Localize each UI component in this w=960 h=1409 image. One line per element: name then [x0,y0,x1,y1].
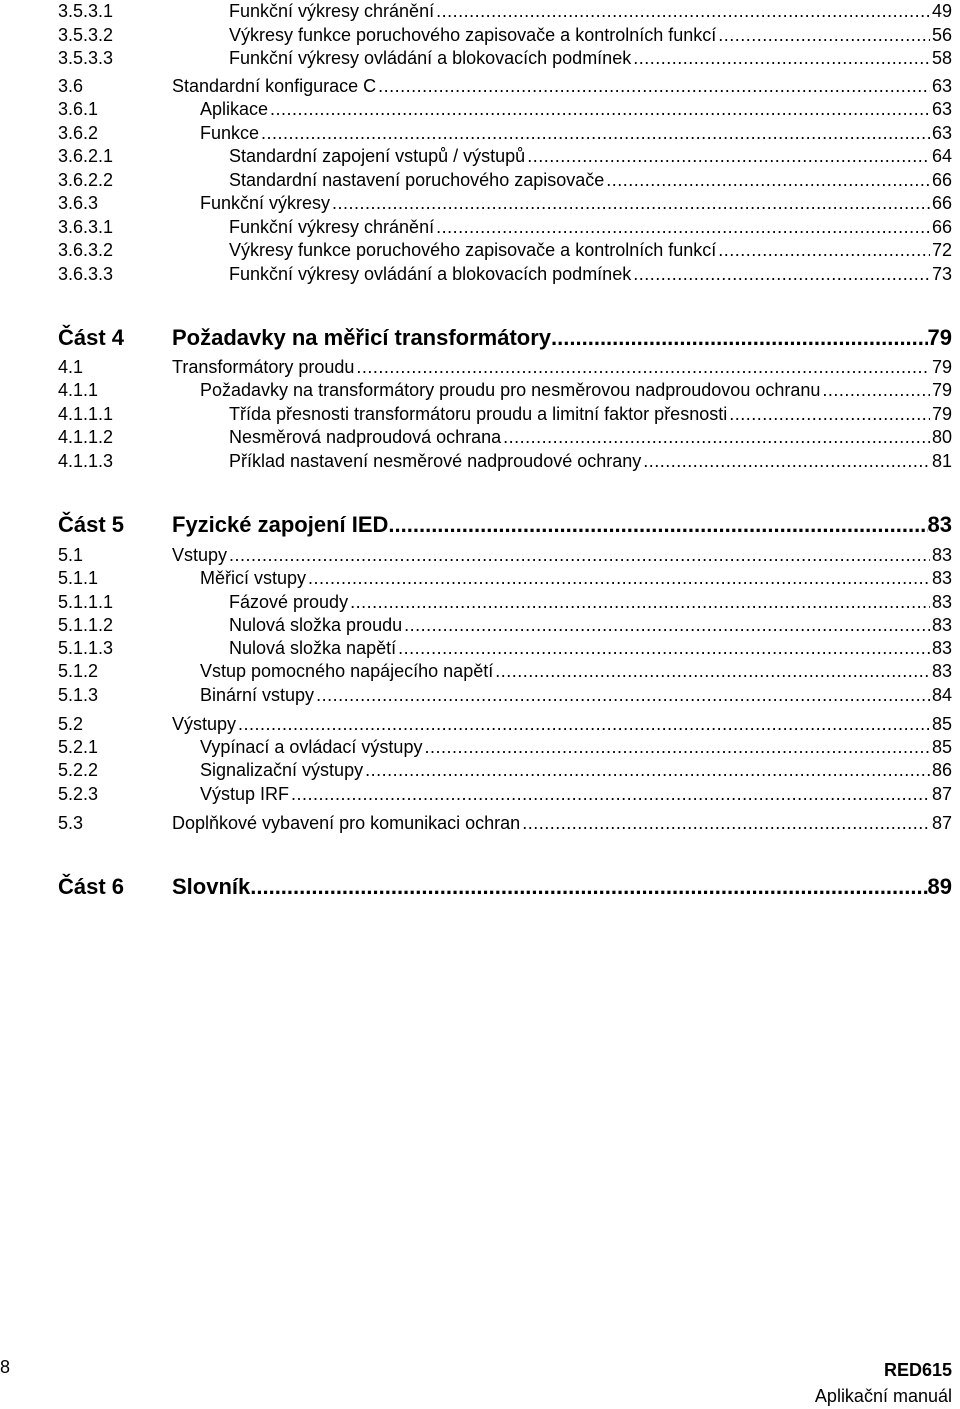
toc-entry-title[interactable]: Výstup IRF [200,784,290,804]
toc-entry-number: 3.6.2 [58,123,99,143]
toc-entry-number: Část 4 [58,325,125,350]
toc-entry-number: 5.1 [58,545,84,565]
toc-entry-page[interactable]: 84 [931,685,952,705]
toc-entry-page[interactable]: 63 [931,99,952,119]
toc-leader-dots [495,660,930,682]
toc-entry-title[interactable]: Aplikace [200,99,269,119]
toc-entry-title[interactable]: Standardní zapojení vstupů / výstupů [229,146,526,166]
toc-entry-title-line [229,47,952,69]
toc-entry-title-line [172,873,952,901]
toc-entry-number: 3.5.3.3 [58,48,114,68]
toc-entry-number: 4.1.1 [58,380,99,400]
toc-entry-number: 5.1.1.2 [58,615,114,635]
toc-entry[interactable] [0,736,960,760]
toc-leader-dots [238,713,930,735]
toc-entry-title-line [172,544,952,566]
toc-entry-number: Část 5 [58,512,125,537]
toc-entry[interactable] [0,216,960,240]
toc-entry-title-line [229,591,952,613]
toc-entry-number: 5.2.1 [58,737,99,757]
toc-leader-dots [398,637,930,659]
toc-leader-dots [308,567,930,589]
toc-entry-number: 3.5.3.1 [58,1,114,21]
toc-entry-page[interactable]: 86 [931,760,952,780]
toc-leader-dots [718,24,930,46]
toc-part-heading[interactable] [0,324,960,354]
toc-entry[interactable] [0,684,960,708]
toc-entry-title-line [229,239,952,261]
toc-entry-title-line [229,263,952,285]
toc-entry-page[interactable]: 85 [931,737,952,757]
footer-manual-name: Aplikační manuál [814,1386,952,1406]
toc-leader-dots [436,216,930,238]
toc-entry-number: 5.1.1.1 [58,592,114,612]
toc-entry[interactable] [0,379,960,403]
toc-leader-dots [404,614,930,636]
toc-entry-title[interactable]: Nulová složka proudu [229,615,403,635]
toc-entry-page[interactable]: 83 [931,545,952,565]
toc-entry-title-line [229,145,952,167]
toc-entry-number: 5.1.3 [58,685,99,705]
toc-entry-page[interactable]: 80 [931,427,952,447]
toc-entry-number: 4.1.1.3 [58,451,114,471]
toc-entry-page[interactable]: 83 [931,592,952,612]
toc-entry-title[interactable]: Výstupy [172,714,237,734]
toc-entry-title[interactable]: Příklad nastavení nesměrové nadproudové ochrany [229,451,642,471]
toc-leader-dots [291,783,930,805]
toc-entry-title-line [200,379,952,401]
toc-entry[interactable] [0,567,960,591]
toc-entry-title-line [229,24,952,46]
toc-entry-page[interactable]: 79 [931,380,952,400]
toc-entry-title[interactable]: Funkční výkresy ovládání a blokovacích podmínek [229,48,632,68]
toc-entry[interactable] [0,356,960,380]
toc-entry[interactable] [0,614,960,638]
toc-entry-title[interactable]: Požadavky na měřicí transformátory [172,325,552,350]
toc-entry-title[interactable]: Třída přesnosti transformátoru proudu a limitní faktor přesnosti [229,404,728,424]
toc-entry-title[interactable]: Funkce [200,123,260,143]
toc-entry-title-line [200,783,952,805]
toc-entry-title-line [229,426,952,448]
toc-entry-title-line [229,403,952,425]
toc-entry-title[interactable]: Transformátory proudu [172,357,355,377]
toc-entry-page[interactable]: 63 [931,76,952,96]
toc-entry-title[interactable]: Standardní nastavení poruchového zapisovače [229,170,605,190]
toc-entry-number: 3.5.3.2 [58,25,114,45]
toc-leader-dots [365,759,930,781]
toc-entry[interactable] [0,0,960,24]
footer-product-name: RED615 [883,1360,952,1380]
toc-entry[interactable] [0,47,960,71]
toc-entry-number: 5.1.2 [58,661,99,681]
toc-leader-dots [261,122,930,144]
toc-entry[interactable] [0,759,960,783]
toc-entry[interactable] [0,98,960,122]
toc-entry-page[interactable]: 79 [931,404,952,424]
toc-entry-title-line [172,75,952,97]
toc-leader-dots [551,324,927,352]
toc-leader-dots [503,426,930,448]
toc-entry[interactable] [0,544,960,568]
toc-entry-page[interactable]: 64 [931,146,952,166]
toc-entry-number: 4.1 [58,357,84,377]
toc-entry[interactable] [0,426,960,450]
toc-leader-dots [522,812,930,834]
toc-entry[interactable] [0,660,960,684]
toc-part-heading[interactable] [0,511,960,541]
toc-entry-page[interactable]: 87 [931,784,952,804]
toc-entry-title-line [200,736,952,758]
toc-entry-number: 3.6 [58,76,84,96]
toc-entry-page[interactable]: 66 [931,193,952,213]
toc-entry[interactable] [0,145,960,169]
toc-leader-dots [633,263,930,285]
toc-entry-title[interactable]: Požadavky na transformátory proudu pro nesměrovou nadproudovou ochranu [200,380,821,400]
toc-entry-number: 3.6.3.3 [58,264,114,284]
toc-part-heading[interactable] [0,873,960,903]
toc-leader-dots [250,873,927,901]
toc-entry[interactable] [0,713,960,737]
toc-entry-number: 5.1.1 [58,568,99,588]
toc-entry-title-line [200,660,952,682]
toc-entry-page[interactable]: 89 [927,874,952,899]
toc-entry[interactable] [0,192,960,216]
toc-entry-page[interactable]: 66 [931,217,952,237]
toc-entry[interactable] [0,24,960,48]
toc-entry-title[interactable]: Fázové proudy [229,592,349,612]
toc-entry-number: 4.1.1.1 [58,404,114,424]
toc-leader-dots [424,736,930,758]
toc-entry[interactable] [0,637,960,661]
toc-entry-number: 3.6.2.1 [58,146,114,166]
toc-entry-title-line [172,812,952,834]
toc-entry-title-line [200,567,952,589]
toc-leader-dots [633,47,930,69]
toc-entry[interactable] [0,75,960,99]
toc-entry-title[interactable]: Vypínací a ovládací výstupy [200,737,423,757]
toc-entry-title-line [200,98,952,120]
toc-entry-title[interactable]: Binární vstupy [200,685,315,705]
toc-entry-page[interactable]: 81 [931,451,952,471]
toc-entry[interactable] [0,169,960,193]
toc-entry-title[interactable]: Funkční výkresy chránění [229,217,435,237]
toc-entry-page[interactable]: 85 [931,714,952,734]
toc-entry-title[interactable]: Doplňkové vybavení pro komunikaci ochran [172,813,521,833]
toc-entry-title-line [172,356,952,378]
toc-entry-title-line [229,216,952,238]
toc-entry-title[interactable]: Funkční výkresy ovládání a blokovacích podmínek [229,264,632,284]
toc-entry-page[interactable]: 83 [931,661,952,681]
toc-entry-number: 5.2.3 [58,784,99,804]
toc-entry-number: 5.1.1.3 [58,638,114,658]
toc-leader-dots [378,75,930,97]
toc-entry[interactable] [0,450,960,474]
toc-entry[interactable] [0,239,960,263]
toc-entry-number: 5.2.2 [58,760,99,780]
footer-product-info [815,1357,952,1409]
toc-entry-page[interactable]: 72 [931,240,952,260]
toc-entry-title-line [229,637,952,659]
toc-entry-title[interactable]: Nesměrová nadproudová ochrana [229,427,502,447]
toc-entry-title[interactable]: Vstupy [172,545,228,565]
toc-leader-dots [350,591,930,613]
toc-entry[interactable] [0,783,960,807]
toc-leader-dots [270,98,930,120]
toc-entry-page[interactable]: 58 [931,48,952,68]
toc-leader-dots [356,356,930,378]
toc-leader-dots [643,450,930,472]
toc-entry-title[interactable]: Funkční výkresy [200,193,331,213]
toc-entry-title-line [229,169,952,191]
toc-entry-title-line [200,759,952,781]
toc-leader-dots [718,239,930,261]
toc-entry-number: 5.3 [58,813,84,833]
toc-entry[interactable] [0,812,960,836]
toc-entry-title[interactable]: Měřicí vstupy [200,568,307,588]
toc-entry-number: 5.2 [58,714,84,734]
toc-leader-dots [606,169,930,191]
toc-entry-title[interactable]: Slovník [172,874,251,899]
toc-entry-page[interactable]: 87 [931,813,952,833]
toc-entry-title[interactable]: Výkresy funkce poruchového zapisovače a kontrolních funkcí [229,240,717,260]
toc-entry-number: Část 6 [58,874,125,899]
toc-entry-title[interactable]: Funkční výkresy chránění [229,1,435,21]
toc-leader-dots [527,145,930,167]
toc-entry-title-line [229,0,952,22]
toc-leader-dots [316,684,930,706]
toc-entry-number: 3.6.3.2 [58,240,114,260]
toc-entry-title[interactable]: Standardní konfigurace C [172,76,377,96]
toc-leader-dots [729,403,930,425]
toc-leader-dots [436,0,930,22]
toc-entry-title-line [172,324,952,352]
toc-entry[interactable] [0,122,960,146]
toc-entry-title[interactable]: Signalizační výstupy [200,760,364,780]
toc-entry-number: 3.6.3.1 [58,217,114,237]
toc-entry-title-line [200,192,952,214]
toc-entry-page[interactable]: 56 [931,25,952,45]
toc-entry-page[interactable]: 79 [927,325,952,350]
toc-entry-page[interactable]: 73 [931,264,952,284]
toc-entry-number: 3.6.1 [58,99,99,119]
toc-entry-page[interactable]: 83 [931,568,952,588]
toc-entry-title-line [200,684,952,706]
toc-entry-number: 4.1.1.2 [58,427,114,447]
toc-leader-dots [332,192,930,214]
toc-entry-page[interactable]: 83 [931,638,952,658]
toc-entry-title-line [172,511,952,539]
toc-entry-page[interactable]: 63 [931,123,952,143]
toc-entry[interactable] [0,591,960,615]
toc-leader-dots [229,544,930,566]
toc-leader-dots [822,379,930,401]
toc-entry-title-line [200,122,952,144]
toc-entry-title-line [229,450,952,472]
toc-entry[interactable] [0,403,960,427]
toc-entry-page[interactable]: 83 [927,512,952,537]
toc-entry-page[interactable]: 49 [931,1,952,21]
footer-page-number: 8 [0,1357,11,1377]
toc-entry-title[interactable]: Vstup pomocného napájecího napětí [200,661,494,681]
toc-entry-number: 3.6.3 [58,193,99,213]
toc-entry-title-line [229,614,952,636]
toc-entry[interactable] [0,263,960,287]
toc-leader-dots [388,511,927,539]
toc-entry-number: 3.6.2.2 [58,170,114,190]
toc-entry-page[interactable]: 83 [931,615,952,635]
toc-entry-page[interactable]: 66 [931,170,952,190]
toc-entry-title[interactable]: Výkresy funkce poruchového zapisovače a kontrolních funkcí [229,25,717,45]
toc-entry-title[interactable]: Nulová složka napětí [229,638,397,658]
toc-entry-page[interactable]: 79 [931,357,952,377]
toc-entry-title-line [172,713,952,735]
toc-entry-title[interactable]: Fyzické zapojení IED [172,512,389,537]
